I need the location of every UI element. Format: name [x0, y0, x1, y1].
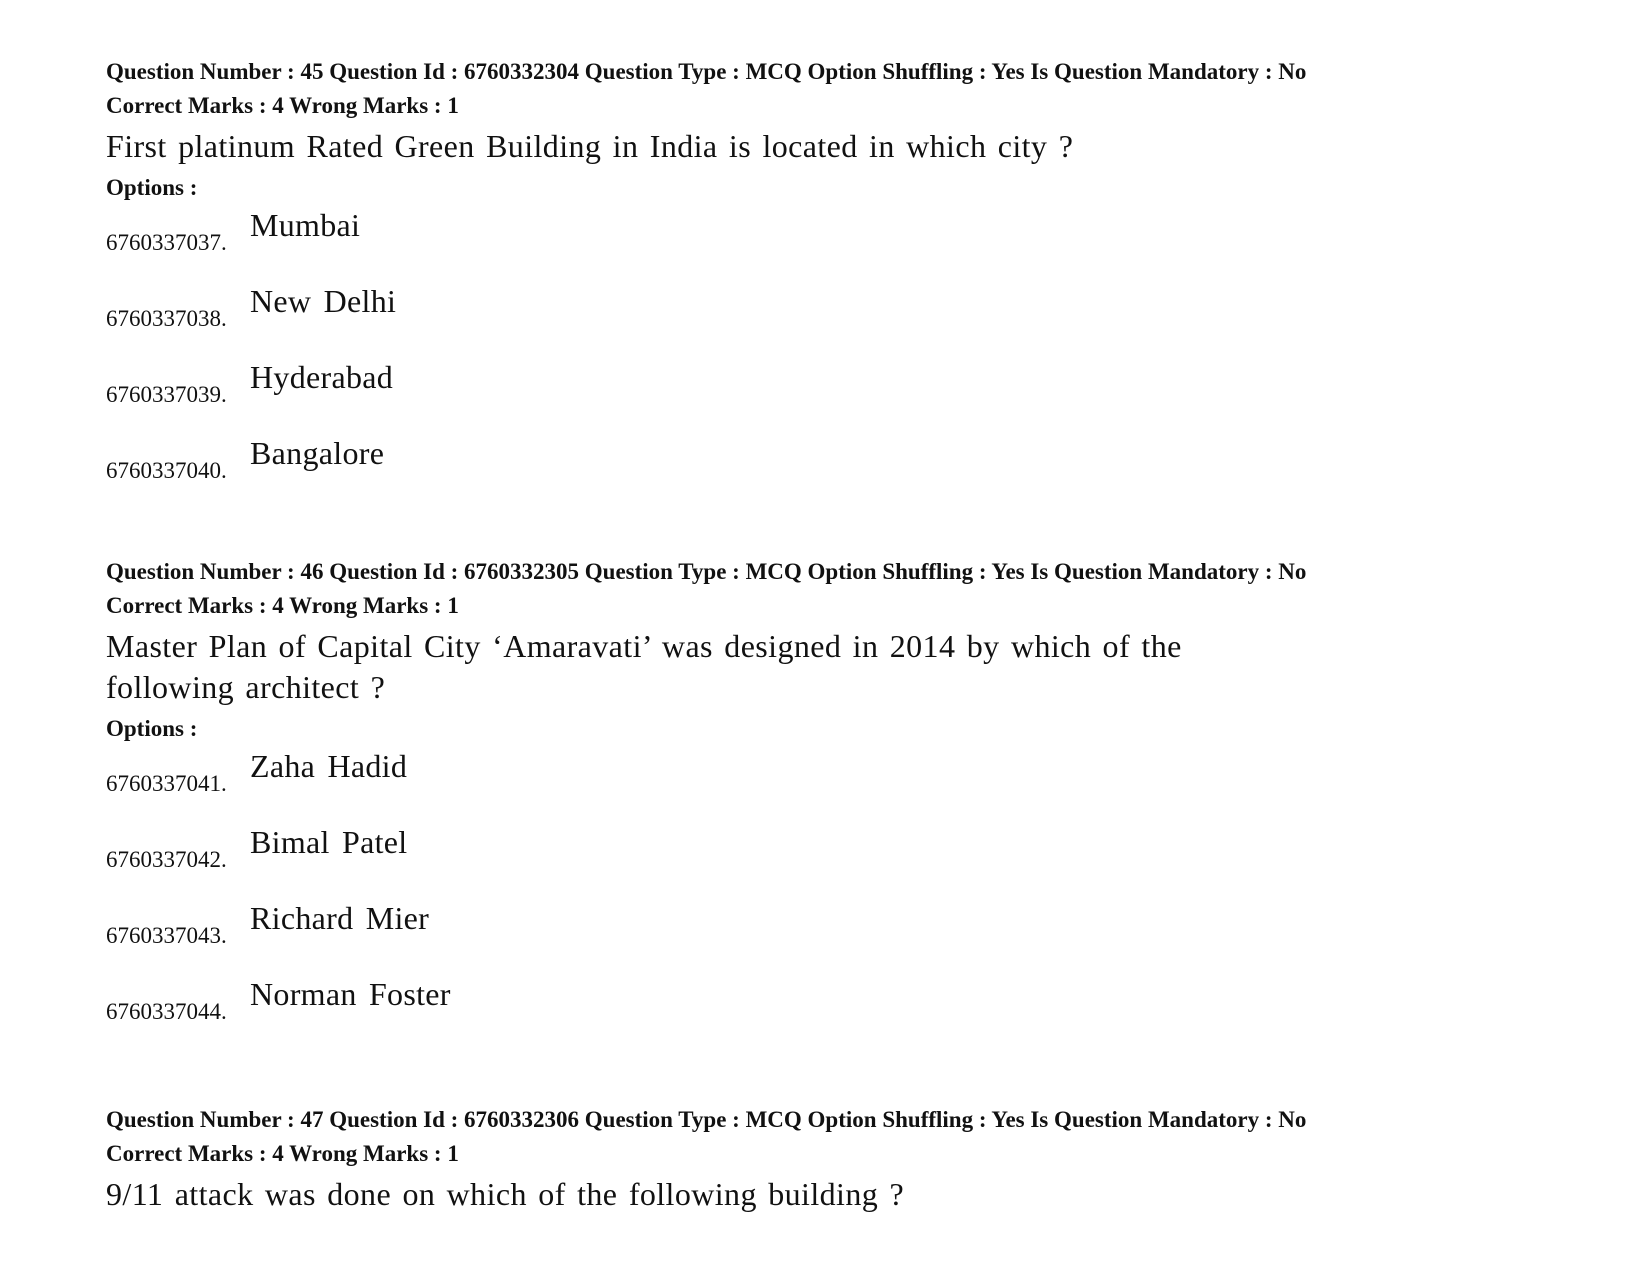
option-id: 6760337037.	[106, 230, 227, 255]
question-meta: Question Number : 46 Question Id : 6760332305 Question Type : MCQ Option Shuffling : Yes Is Question Mandatory : No	[106, 559, 1307, 584]
question-text: 9/11 attack was done on which of the following building ?	[106, 1176, 905, 1212]
question-text	[106, 626, 1586, 708]
option-item	[106, 281, 1586, 357]
option-id: 6760337043.	[106, 923, 227, 948]
option-id: 6760337044.	[106, 999, 227, 1024]
question-45	[106, 55, 1586, 509]
option-item	[106, 357, 1586, 433]
option-text: Bangalore	[250, 435, 385, 471]
option-item	[106, 898, 1586, 974]
option-item	[106, 974, 1586, 1050]
question-text-line: Master Plan of Capital City ‘Amaravati’ was designed in 2014 by which of the	[106, 628, 1182, 664]
question-meta: Question Number : 45 Question Id : 6760332304 Question Type : MCQ Option Shuffling : Yes Is Question Mandatory : No	[106, 59, 1307, 84]
option-text: Mumbai	[250, 207, 361, 243]
option-id: 6760337041.	[106, 771, 227, 796]
option-id: 6760337040.	[106, 458, 227, 483]
question-text-line: following architect ?	[106, 669, 386, 705]
option-text: Richard Mier	[250, 900, 430, 936]
question-marks: Correct Marks : 4 Wrong Marks : 1	[106, 93, 459, 118]
option-id: 6760337038.	[106, 306, 227, 331]
option-text: Norman Foster	[250, 976, 451, 1012]
question-46	[106, 555, 1586, 1050]
option-id: 6760337042.	[106, 847, 227, 872]
options-label: Options :	[106, 175, 198, 200]
question-marks: Correct Marks : 4 Wrong Marks : 1	[106, 1141, 459, 1166]
question-marks: Correct Marks : 4 Wrong Marks : 1	[106, 593, 459, 618]
option-item	[106, 433, 1586, 509]
options-label: Options :	[106, 716, 198, 741]
question-text: First platinum Rated Green Building in India is located in which city ?	[106, 128, 1074, 164]
option-item	[106, 822, 1586, 898]
option-text: Bimal Patel	[250, 824, 408, 860]
question-47	[106, 1103, 1586, 1215]
question-meta: Question Number : 47 Question Id : 6760332306 Question Type : MCQ Option Shuffling : Yes Is Question Mandatory : No	[106, 1107, 1307, 1132]
option-text: Hyderabad	[250, 359, 394, 395]
option-text: New Delhi	[250, 283, 397, 319]
option-item	[106, 205, 1586, 281]
option-text: Zaha Hadid	[250, 748, 408, 784]
option-item	[106, 746, 1586, 822]
option-id: 6760337039.	[106, 382, 227, 407]
